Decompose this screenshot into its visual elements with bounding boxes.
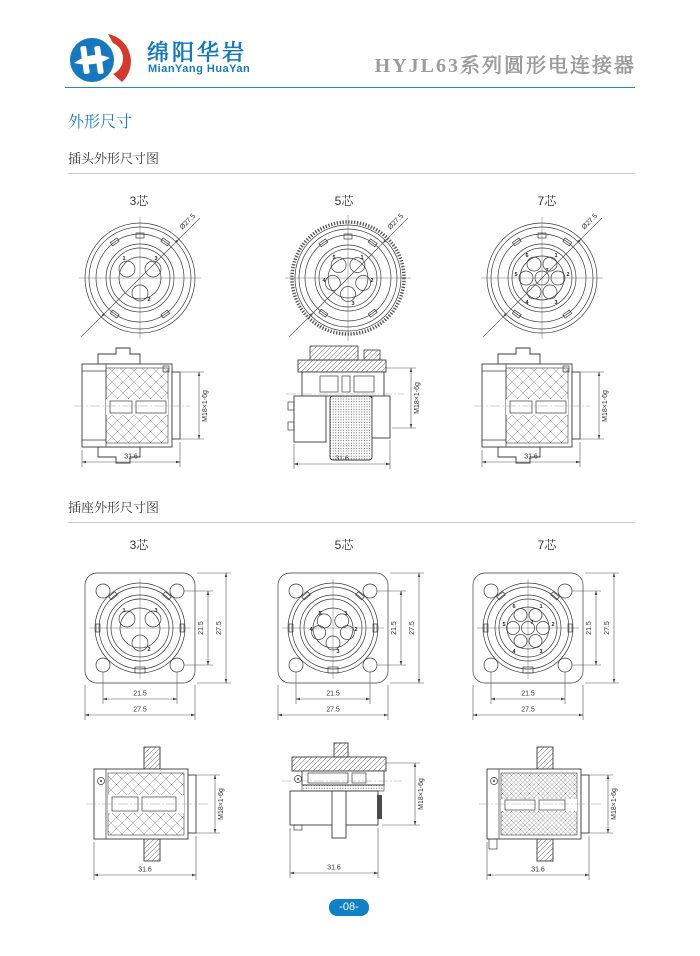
hole-spacing-label: 21.5 <box>521 690 535 698</box>
plug-front-view-7core <box>467 208 627 348</box>
plug-side-view-3core <box>68 338 228 473</box>
pin-number: 1 <box>360 255 364 261</box>
pin-number: 7 <box>545 268 549 274</box>
socket-side-view-3core <box>78 735 248 885</box>
pin-number: 2 <box>147 647 151 653</box>
diameter-label: Ø27.5 <box>580 212 600 232</box>
pin-number: 6 <box>525 253 529 259</box>
diameter-dimension <box>81 213 200 337</box>
knurled-grip <box>330 396 372 460</box>
plug-front-view-5core <box>273 208 433 348</box>
document-title: HYJL63系列圆形电连接器 <box>374 55 636 77</box>
company-logo-icon <box>66 30 140 88</box>
pin-number: 5 <box>502 622 506 628</box>
socket-column-label-5core: 5芯 <box>334 538 354 552</box>
flange-tab-bottom <box>537 839 553 861</box>
socket-front-view-3core <box>75 563 245 723</box>
page-number-badge: -08- <box>329 899 369 916</box>
thread-dimension <box>382 763 425 825</box>
thread-label: M18×1-6g <box>602 390 609 422</box>
diameter-label: Ø27.5 <box>386 212 406 232</box>
socket-column-label-7core: 7芯 <box>537 538 557 552</box>
pin-number: 3 <box>554 300 558 306</box>
diameter-dimension <box>289 213 408 337</box>
socket-side-view-5core <box>274 735 444 885</box>
thread-label: M18×1-6g <box>418 778 425 810</box>
flange-size-label: 27.5 <box>521 706 535 714</box>
pin-number: 3 <box>351 301 355 307</box>
pin-number: 3 <box>539 649 543 655</box>
pin-number: 1 <box>344 611 348 617</box>
length-label: 31.6 <box>327 864 341 872</box>
hole-spacing-label: 21.5 <box>198 621 205 635</box>
pin-number: 5 <box>514 272 518 278</box>
pin-number: 1 <box>122 256 126 262</box>
sockets-7core <box>502 604 554 655</box>
socket-subsection-title: 插座外形尺寸图 <box>68 497 635 523</box>
pin-number: 3 <box>154 608 158 614</box>
pin-number: 2 <box>370 278 374 284</box>
pin-number: 1 <box>539 604 543 610</box>
diameter-label: Ø27.5 <box>178 212 198 232</box>
pin-number: 3 <box>154 256 158 262</box>
thread-label: M18×1-6g <box>218 788 225 820</box>
flange-plate <box>332 791 346 838</box>
pin-number: 3 <box>336 649 340 655</box>
plug-column-label-5core: 5芯 <box>334 194 354 208</box>
length-label: 31.6 <box>124 453 138 461</box>
flange-tab-bottom <box>144 839 160 861</box>
hole-spacing-label: 21.5 <box>586 621 593 635</box>
pin-number: 2 <box>551 622 555 628</box>
flange-size-label: 27.5 <box>604 621 611 635</box>
socket-column-label-3core: 3芯 <box>129 538 149 552</box>
thread-label: M18×1-6g <box>414 382 421 414</box>
company-name-en: MianYang HuaYan <box>148 63 251 75</box>
section-title: 外形尺寸 <box>68 114 133 131</box>
flange-tab-top <box>334 743 348 757</box>
hole-spacing-label: 21.5 <box>133 690 147 698</box>
pin-number: 2 <box>147 297 151 303</box>
pin-number: 7 <box>530 620 534 626</box>
flange-size-label: 27.5 <box>216 621 223 635</box>
pin-number: 2 <box>354 627 358 633</box>
flange-size-label: 27.5 <box>409 621 416 635</box>
company-name-cn: 绵阳华岩 <box>147 40 248 65</box>
socket-front-view-7core <box>463 563 633 723</box>
flange-tab-top <box>537 747 553 769</box>
pin-number: 4 <box>525 300 529 306</box>
socket-front-view-5core <box>268 563 438 723</box>
socket-side-view-7core <box>471 735 641 885</box>
plug-subsection-title: 插头外形尺寸图 <box>68 148 635 174</box>
hole-spacing-label: 21.5 <box>326 690 340 698</box>
plug-side-view-5core <box>280 338 440 473</box>
pin-number: 6 <box>512 604 516 610</box>
pin-number: 4 <box>322 278 326 284</box>
plug-column-label-3core: 3芯 <box>129 194 149 208</box>
plug-side-view-7core <box>468 338 628 473</box>
thread-dimension <box>386 368 421 428</box>
flange-size-label: 27.5 <box>133 706 147 714</box>
thread-label: M18×1-6g <box>611 788 618 820</box>
thread-label: M18×1-6g <box>202 390 209 422</box>
length-label: 31.6 <box>335 455 349 463</box>
header-divider <box>65 87 635 88</box>
diameter-dimension <box>483 213 602 337</box>
pin-number: 1 <box>122 608 126 614</box>
plug-front-view-3core <box>65 208 225 348</box>
flange-size-label: 27.5 <box>326 706 340 714</box>
pin-number: 5 <box>318 611 322 617</box>
pin-number: 4 <box>512 649 516 655</box>
length-label: 31.6 <box>138 866 152 874</box>
pin-number: 1 <box>554 253 558 259</box>
pin-number: 5 <box>332 255 336 261</box>
length-label: 31.6 <box>531 866 545 874</box>
plug-column-label-7core: 7芯 <box>537 194 557 208</box>
length-label: 31.6 <box>524 453 538 461</box>
hole-spacing-label: 21.5 <box>391 621 398 635</box>
pin-number: 2 <box>566 272 570 278</box>
pin-number: 4 <box>309 627 313 633</box>
flange-tab-top <box>144 747 160 769</box>
